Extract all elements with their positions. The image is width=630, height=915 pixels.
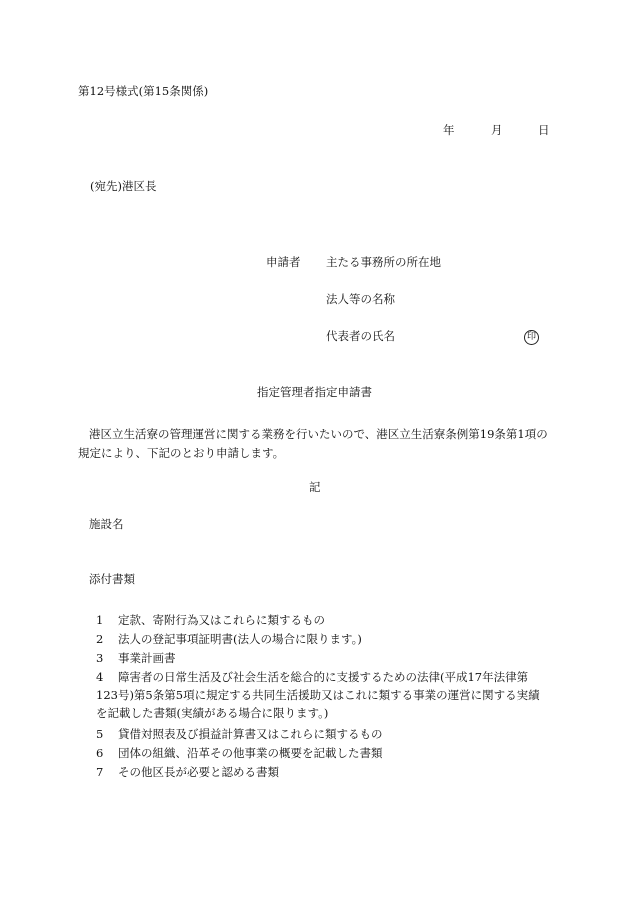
seal-mark: 印 xyxy=(524,330,539,345)
attachment-item: 6 団体の組織、沿革その他事業の概要を記載した書類 xyxy=(96,746,383,760)
ki-heading: 記 xyxy=(309,480,321,494)
date-month: 月 xyxy=(491,123,503,137)
facility-label: 施設名 xyxy=(89,517,124,531)
form-number: 第12号様式(第15条関係) xyxy=(78,84,209,98)
addressee: (宛先)港区長 xyxy=(90,179,157,193)
org-name-label: 法人等の名称 xyxy=(326,292,395,306)
attachment-item: 5 貸借対照表及び損益計算書又はこれらに類するもの xyxy=(96,727,383,741)
attachment-item: 4 障害者の日常生活及び社会生活を総合的に支援するための法律(平成17年法律第123号)第5条第5項に規定する共同生活援助又はこれに類する事業の運営に関する実績を記載した書類(実績がある場合に限ります。) xyxy=(96,670,540,720)
attachment-item: 1 定款、寄附行為又はこれらに類するもの xyxy=(96,613,325,627)
date-year: 年 xyxy=(443,123,455,137)
attachment-item: 7 その他区長が必要と認める書類 xyxy=(96,765,279,779)
date-day: 日 xyxy=(538,123,550,137)
attachment-item: 2 法人の登記事項証明書(法人の場合に限ります。) xyxy=(96,632,362,646)
document-title: 指定管理者指定申請書 xyxy=(257,385,372,399)
address-label: 主たる事務所の所在地 xyxy=(326,255,441,269)
attachments-label: 添付書類 xyxy=(89,572,135,586)
applicant-label: 申請者 xyxy=(266,255,301,269)
attachment-item: 3 事業計画書 xyxy=(96,651,176,665)
representative-label: 代表者の氏名 xyxy=(326,329,395,343)
body-text: 港区立生活寮の管理運営に関する業務を行いたいので、港区立生活寮条例第19条第1項の規定により、下記のとおり申請します。 xyxy=(78,427,548,460)
